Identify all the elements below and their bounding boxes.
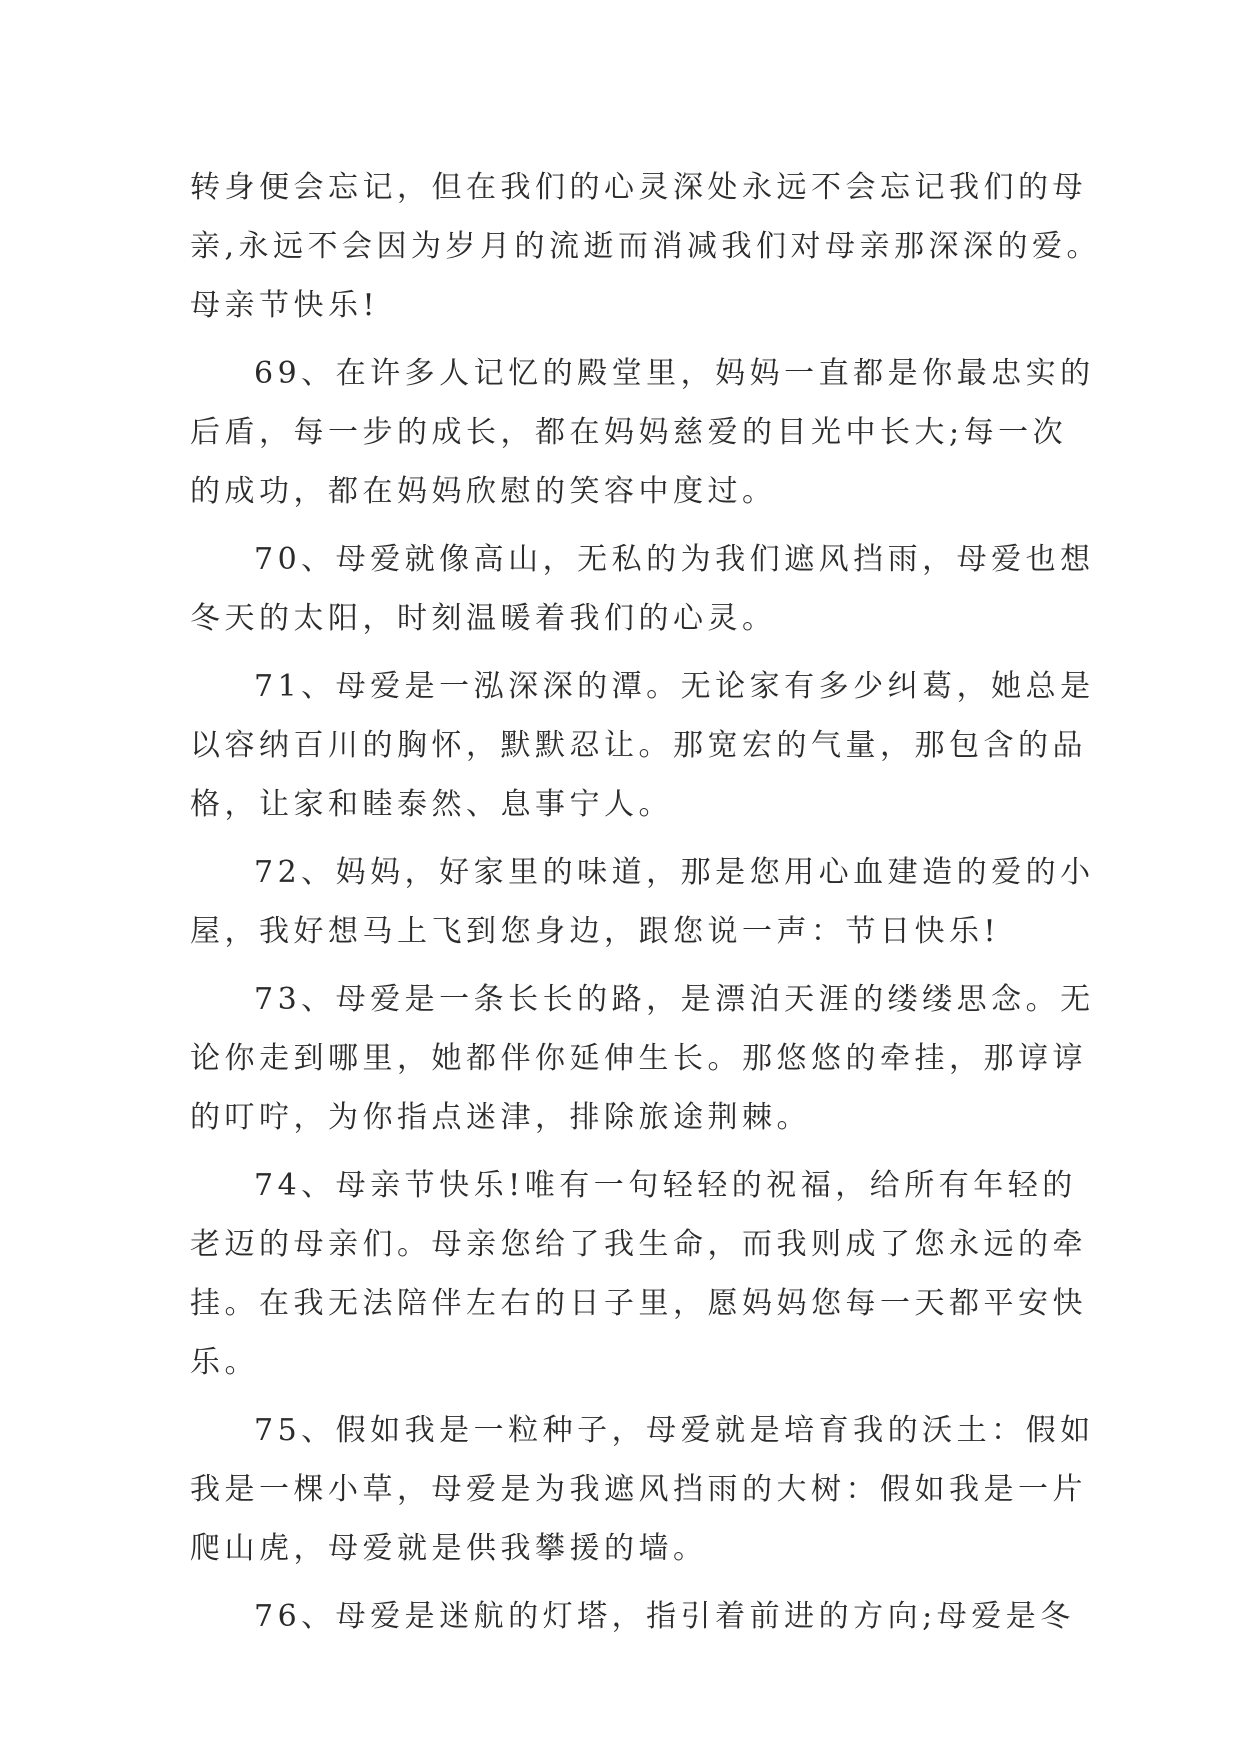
text-line: 格，让家和睦泰然、息事宁人。 — [190, 787, 673, 822]
text-line: 我是一棵小草，母爱是为我遮风挡雨的大树：假如我是一片 — [190, 1472, 1087, 1507]
text-line: 71、母爱是一泓深深的潭。无论家有多少纠葛，她总是 — [254, 669, 1095, 704]
text-line: 转身便会忘记，但在我们的心灵深处永远不会忘记我们的母 — [190, 170, 1087, 205]
paragraph-73 — [190, 970, 1095, 1147]
document-body — [190, 158, 1102, 1655]
paragraph-71 — [190, 657, 1095, 834]
paragraph-70 — [190, 530, 1095, 648]
paragraph-continuation — [190, 158, 1102, 335]
text-line: 论你走到哪里，她都伴你延伸生长。那悠悠的牵挂，那谆谆 — [190, 1041, 1087, 1076]
text-line: 亲,永远不会因为岁月的流逝而消减我们对母亲那深深的爱。 — [190, 229, 1102, 264]
text-line: 后盾，每一步的成长，都在妈妈慈爱的目光中长大;每一次 — [190, 415, 1068, 450]
text-line: 76、母爱是迷航的灯塔，指引着前进的方向;母爱是冬 — [254, 1599, 1075, 1634]
paragraph-76 — [190, 1587, 1090, 1646]
paragraph-72 — [190, 843, 1095, 961]
text-line: 老迈的母亲们。母亲您给了我生命，而我则成了您永远的牵 — [190, 1227, 1087, 1262]
text-line: 以容纳百川的胸怀，默默忍让。那宽宏的气量，那包含的品 — [190, 728, 1087, 763]
text-line: 母亲节快乐! — [190, 288, 380, 323]
text-line: 69、在许多人记忆的殿堂里，妈妈一直都是你最忠实的 — [254, 356, 1095, 391]
text-line: 乐。 — [190, 1345, 259, 1380]
text-line: 屋，我好想马上飞到您身边，跟您说一声：节日快乐! — [190, 914, 1001, 949]
text-line: 挂。在我无法陪伴左右的日子里，愿妈妈您每一天都平安快 — [190, 1286, 1087, 1321]
text-line: 73、母爱是一条长长的路，是漂泊天涯的缕缕思念。无 — [254, 982, 1095, 1017]
paragraph-74 — [190, 1156, 1090, 1392]
text-line: 74、母亲节快乐!唯有一句轻轻的祝福，给所有年轻的 — [254, 1168, 1077, 1203]
text-line: 70、母爱就像高山，无私的为我们遮风挡雨，母爱也想 — [254, 542, 1095, 577]
text-line: 爬山虎，母爱就是供我攀援的墙。 — [190, 1531, 708, 1566]
text-line: 的成功，都在妈妈欣慰的笑容中度过。 — [190, 474, 777, 509]
text-line: 冬天的太阳，时刻温暖着我们的心灵。 — [190, 601, 777, 636]
text-line: 75、假如我是一粒种子，母爱就是培育我的沃土：假如 — [254, 1413, 1095, 1448]
paragraph-69 — [190, 344, 1095, 521]
paragraph-75 — [190, 1401, 1095, 1578]
text-line: 72、妈妈，好家里的味道，那是您用心血建造的爱的小 — [254, 855, 1095, 890]
text-line: 的叮咛，为你指点迷津，排除旅途荆棘。 — [190, 1100, 811, 1135]
